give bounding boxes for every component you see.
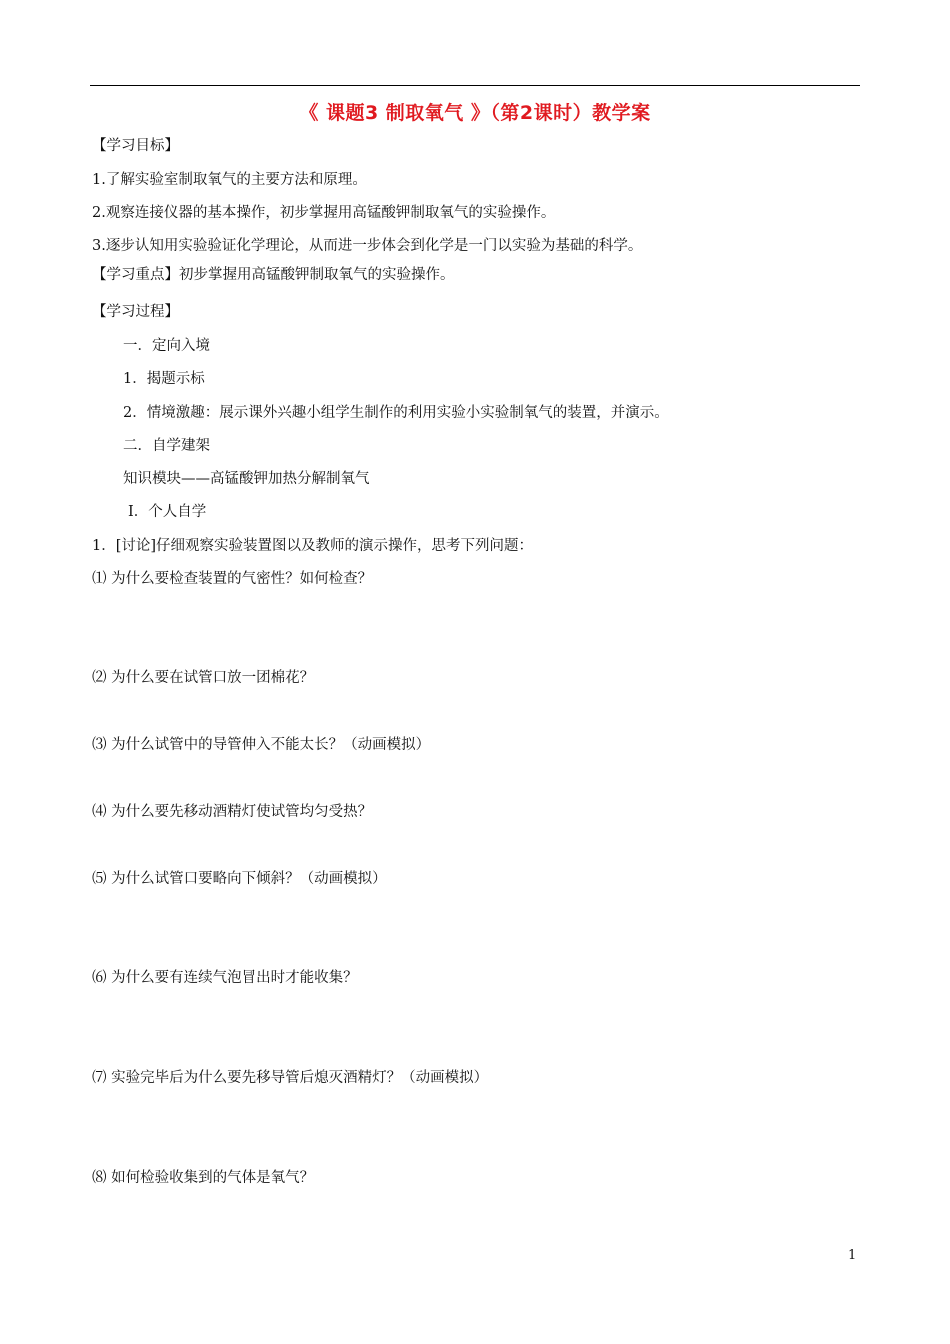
question-item: ⑺ 实验完毕后为什么要先移导管后熄灭酒精灯？（动画模拟） <box>92 1070 489 1086</box>
question-item: ⑸ 为什么试管口要略向下倾斜？（动画模拟） <box>92 871 387 887</box>
question-item: ⑵ 为什么要在试管口放一团棉花？ <box>92 670 315 686</box>
key-point: 【学习重点】初步掌握用高锰酸钾制取氧气的实验操作。 <box>92 267 455 283</box>
knowledge-module: 知识模块——高锰酸钾加热分解制氧气 <box>123 471 370 487</box>
discussion-prompt: 1．[讨论]仔细观察实验装置图以及教师的演示操作，思考下列问题： <box>92 538 534 554</box>
question-item: ⑷ 为什么要先移动酒精灯使试管均匀受热？ <box>92 804 373 820</box>
self-study-heading: Ⅰ．个人自学 <box>128 504 207 520</box>
page-number: 1 <box>848 1248 857 1263</box>
objective-item: 1.了解实验室制取氧气的主要方法和原理。 <box>92 172 367 188</box>
process-heading: 【学习过程】 <box>92 304 179 320</box>
header-rule <box>90 85 860 86</box>
objective-item: 2.观察连接仪器的基本操作，初步掌握用高锰酸钾制取氧气的实验操作。 <box>92 205 556 221</box>
step-item: 1．揭题示标 <box>123 371 205 387</box>
question-item: ⑻ 如何检验收集到的气体是氧气？ <box>92 1170 315 1186</box>
objectives-heading: 【学习目标】 <box>92 138 179 154</box>
section-heading: 二．自学建架 <box>123 438 210 454</box>
step-item: 2．情境激趣：展示课外兴趣小组学生制作的利用实验小实验制氧气的装置，并演示。 <box>123 405 669 421</box>
question-item: ⑹ 为什么要有连续气泡冒出时才能收集？ <box>92 970 358 986</box>
section-heading: 一．定向入境 <box>123 338 210 354</box>
document-title: 《 课题3 制取氧气 》（第2课时）教学案 <box>299 102 651 124</box>
objective-item: 3.逐步认知用实验验证化学理论，从而进一步体会到化学是一门以实验为基础的科学。 <box>92 238 643 254</box>
question-item: ⑴ 为什么要检查装置的气密性？如何检查？ <box>92 571 373 587</box>
question-item: ⑶ 为什么试管中的导管伸入不能太长？（动画模拟） <box>92 737 431 753</box>
